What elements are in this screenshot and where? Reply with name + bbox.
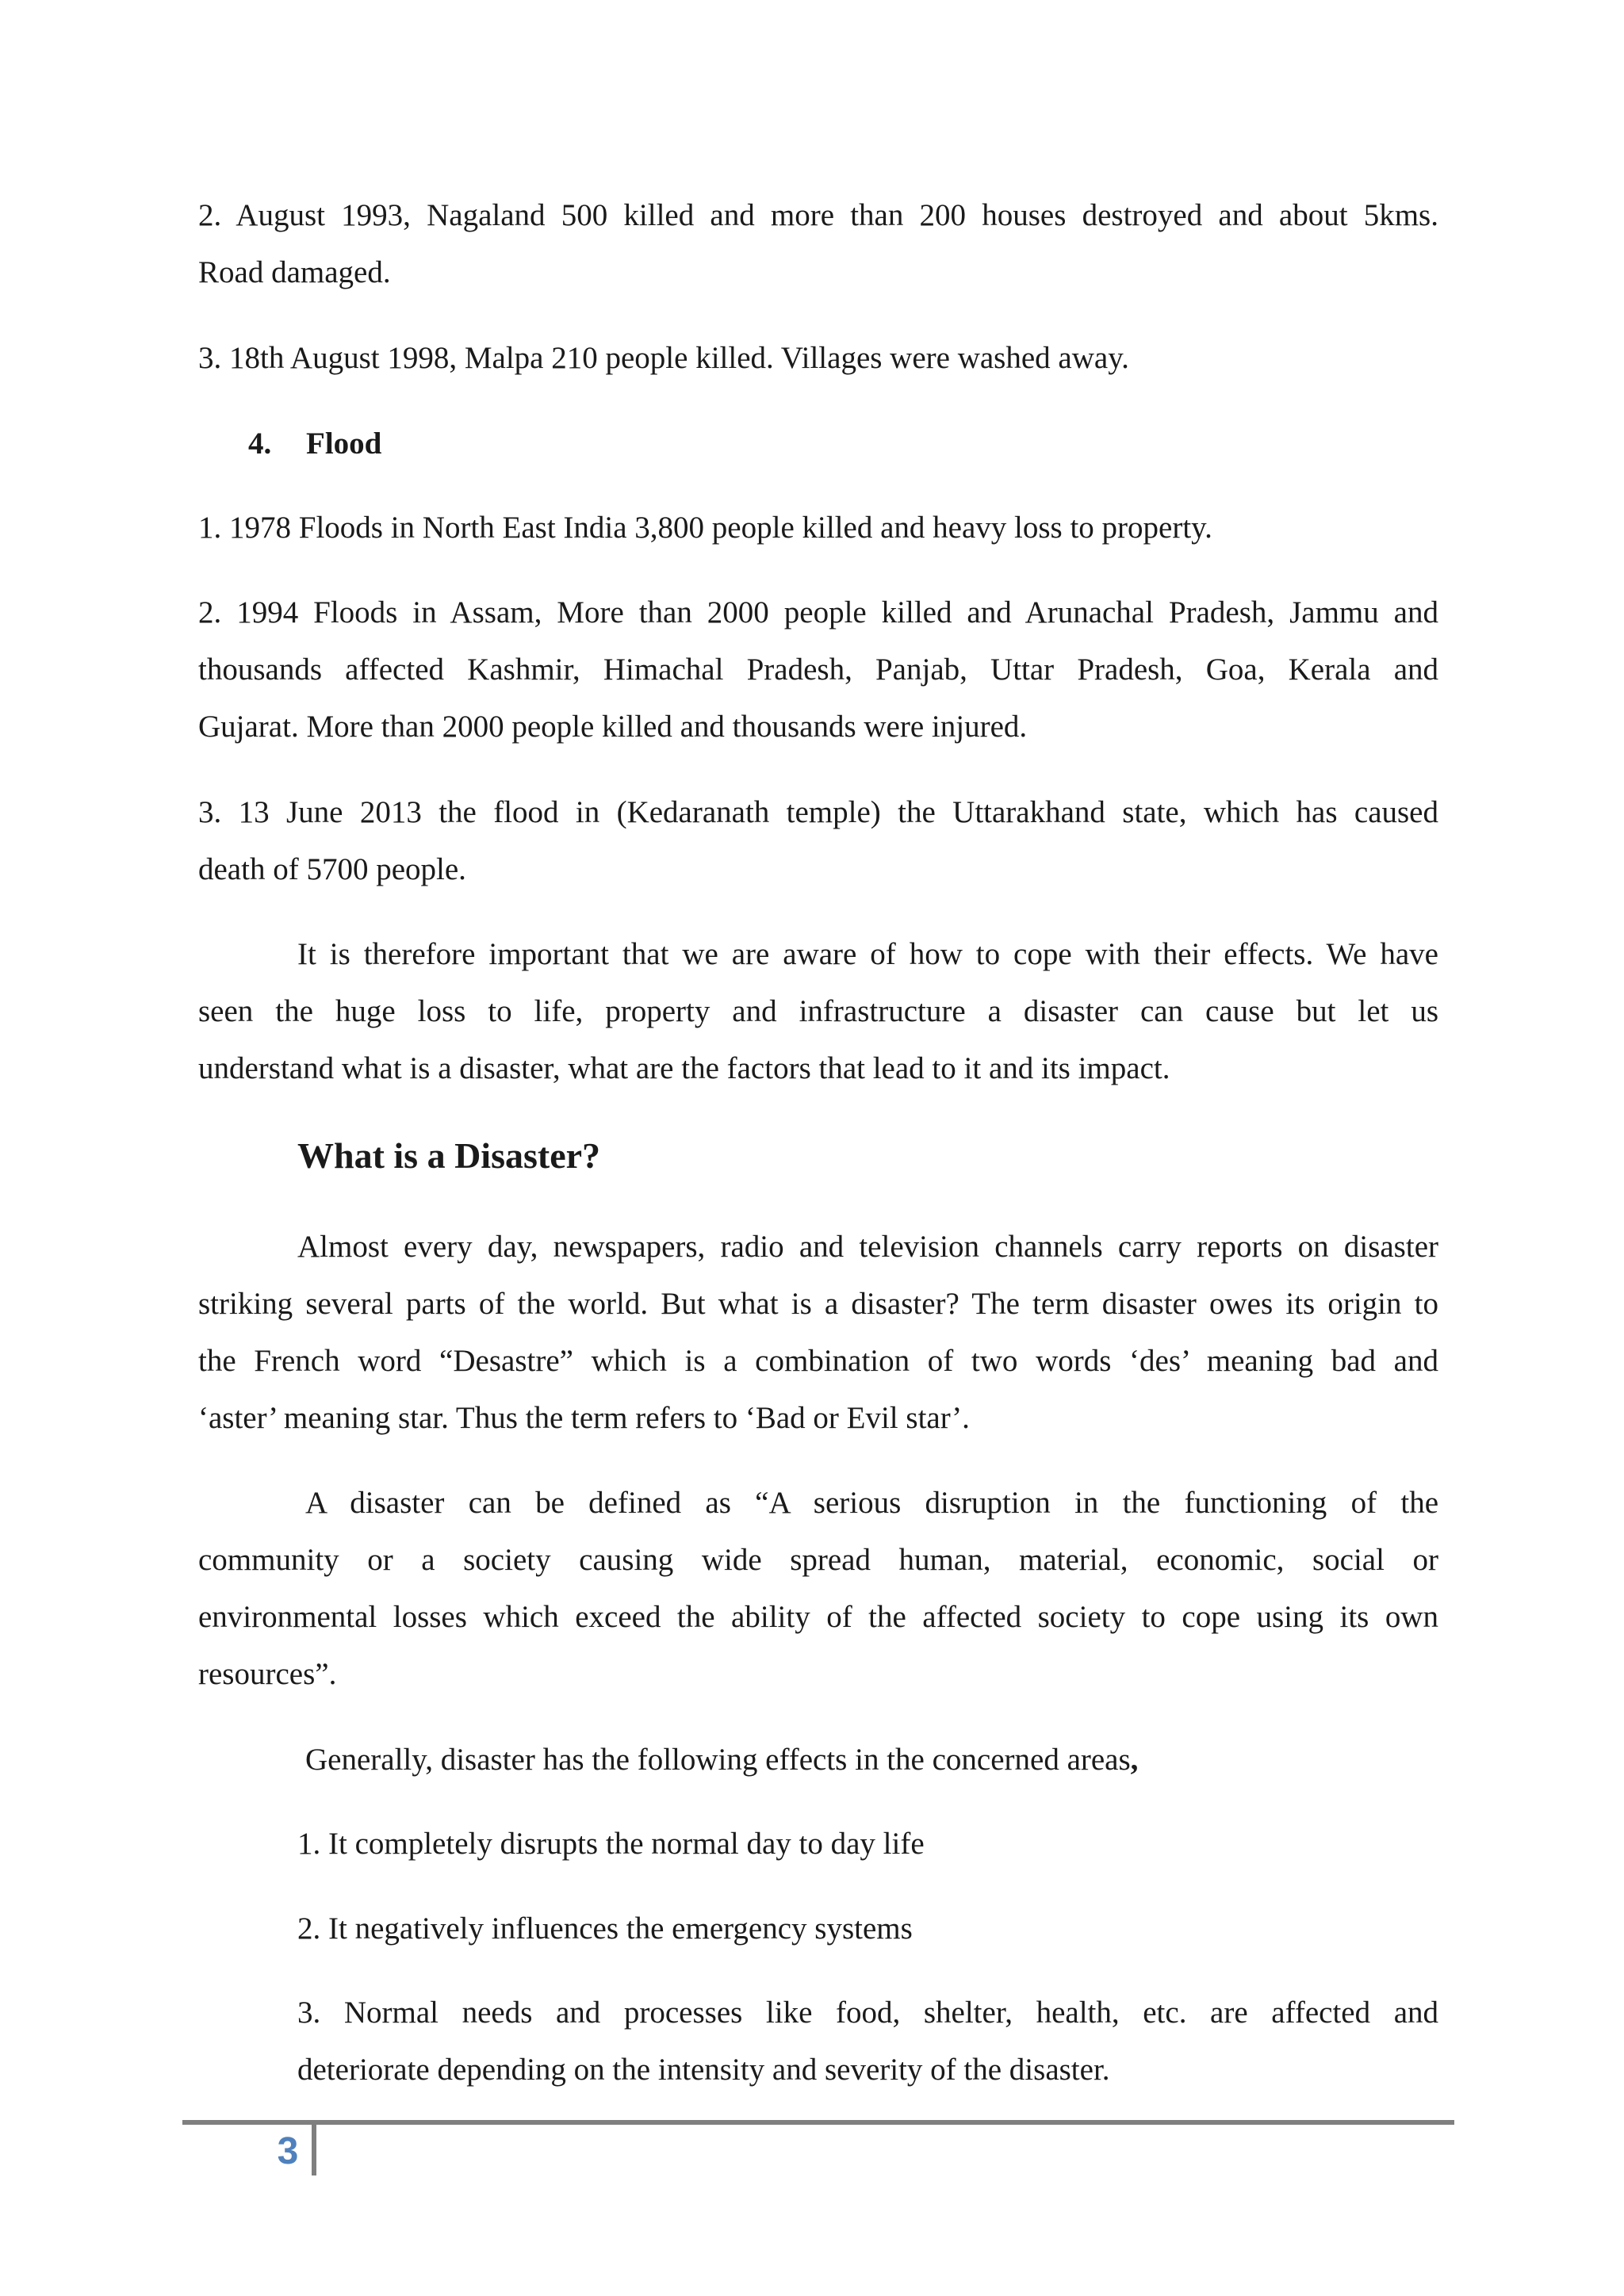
definition-paragraph-line-3: the French word “Desastre” which is a combination of two words ‘des’ meaning bad and [198,1344,1438,1378]
section-heading: What is a Disaster? [297,1135,601,1176]
flood-item-1: 1. 1978 Floods in North East India 3,800 people killed and heavy loss to property. [198,511,1212,545]
landslide-item-2-line-1: 2. August 1993, Nagaland 500 killed and more than 200 houses destroyed and about 5kms. [198,198,1438,232]
quote-paragraph-line-4: resources”. [198,1657,337,1691]
effect-item-3-line-1: 3. Normal needs and processes like food, shelter, health, etc. are affected and [297,1996,1438,2030]
definition-paragraph-line-4: ‘aster’ meaning star. Thus the term refers to ‘Bad or Evil star’. [198,1401,970,1435]
effect-item-3-line-2: deteriorate depending on the intensity and severity of the disaster. [297,2053,1110,2087]
effect-item-1: 1. It completely disrupts the normal day to day life [297,1827,925,1861]
quote-paragraph-line-2: community or a society causing wide spread human, material, economic, social or [198,1543,1438,1577]
definition-paragraph-line-1: Almost every day, newspapers, radio and television channels carry reports on disaster [297,1230,1438,1264]
flood-item-3-line-1: 3. 13 June 2013 the flood in (Kedaranath temple) the Uttarakhand state, which has caused [198,795,1438,829]
intro-paragraph-line-1: It is therefore important that we are aware of how to cope with their effects. We have [297,937,1438,971]
quote-paragraph-line-1: A disaster can be defined as “A serious disruption in the functioning of the [305,1486,1438,1520]
landslide-item-2-line-2: Road damaged. [198,255,391,289]
landslide-item-3: 3. 18th August 1998, Malpa 210 people killed. Villages were washed away. [198,341,1129,375]
effects-intro [305,1741,1138,1779]
flood-item-3-line-2: death of 5700 people. [198,852,466,886]
effect-item-2: 2. It negatively influences the emergency systems [297,1911,913,1946]
footer-rule [182,2120,1454,2125]
definition-paragraph-line-2: striking several parts of the world. But what is a disaster? The term disaster owes its origin to [198,1287,1438,1321]
flood-section-number: 4. [248,427,272,461]
flood-item-2-line-1: 2. 1994 Floods in Assam, More than 2000 people killed and Arunachal Pradesh, Jammu and [198,595,1438,629]
flood-section-title: Flood [306,427,382,461]
effects-intro-text: Generally, disaster has the following effects in the concerned areas [305,1743,1131,1777]
flood-item-2-line-3: Gujarat. More than 2000 people killed and thousands were injured. [198,710,1028,744]
flood-item-2-line-2: thousands affected Kashmir, Himachal Pradesh, Panjab, Uttar Pradesh, Goa, Kerala and [198,652,1438,687]
quote-paragraph-line-3: environmental losses which exceed the ability of the affected society to cope using its own [198,1600,1438,1634]
intro-paragraph-line-2: seen the huge loss to life, property and infrastructure a disaster can cause but let us [198,994,1438,1028]
effects-intro-comma: , [1130,1743,1139,1777]
footer-divider [312,2125,316,2175]
intro-paragraph-line-3: understand what is a disaster, what are the factors that lead to it and its impact. [198,1051,1170,1085]
page-number: 3 [277,2130,299,2172]
